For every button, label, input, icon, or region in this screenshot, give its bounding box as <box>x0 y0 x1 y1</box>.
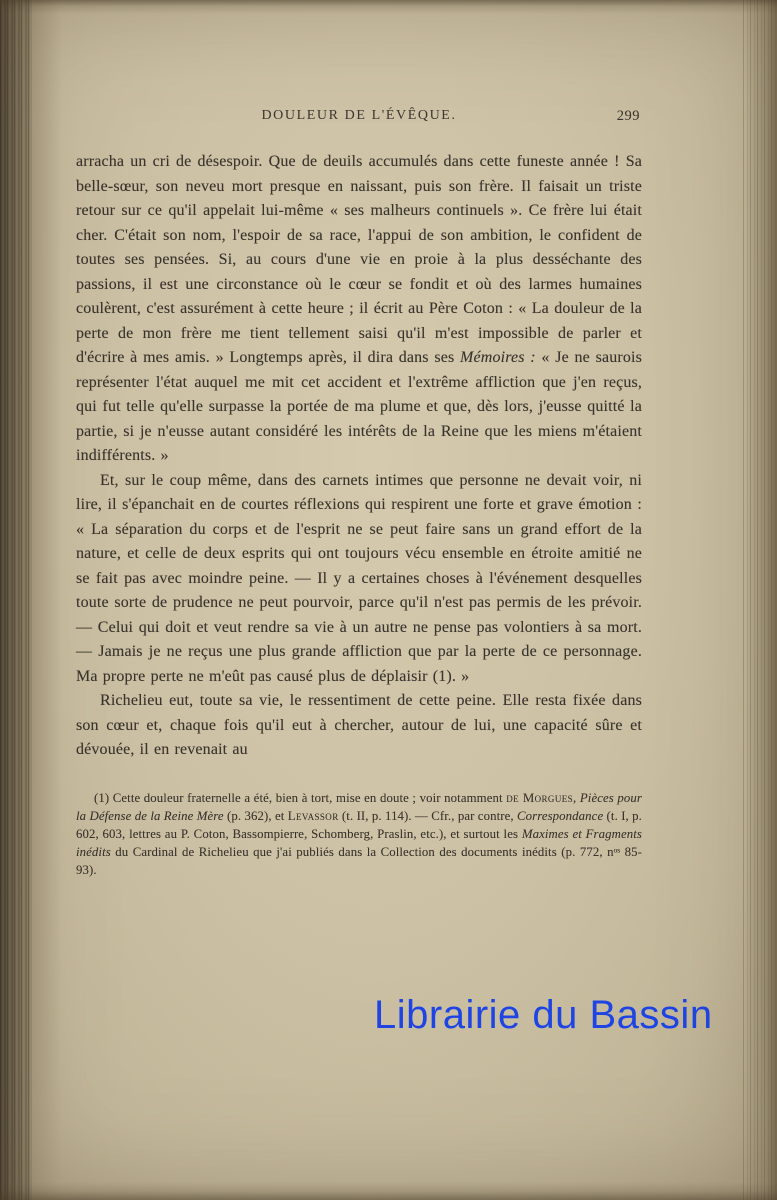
watermark-librairie-du-bassin: Librairie du Bassin <box>374 993 713 1037</box>
page-edge-bottom <box>0 1182 777 1200</box>
body-paragraph <box>76 150 642 469</box>
body-paragraph <box>76 689 642 763</box>
text-run: arracha un cri de désespoir. Que de deuils accumulés dans cette funeste année ! Sa belle-sœur, son neveu mort presque en naissant, puis son frère. Il faisait un triste retour sur ce qu'il appelait lui-même « ses malheurs continuels ». Ce frère lui était cher. C'était son nom, l'espoir de sa race, l'appui de son ambition, le confident de toutes ses pensées. Si, au cours d'une vie en proie à la plus desséchante des passions, il est une circonstance où le cœur se fondit et où des larmes humaines coulèrent, c'est assurément à cette heure ; il écrit au Père Coton : « La douleur de la perte de mon frère me tient tellement saisi qu'il m'est impossible de parler et d'écrire à mes amis. » Longtemps après, il dira dans ses <box>76 153 642 366</box>
page-number: 299 <box>616 108 640 124</box>
footnote <box>76 789 642 879</box>
italic-text-run: Maximes et Fragments inédits <box>76 826 642 859</box>
running-header <box>76 108 642 130</box>
page-edge-top <box>0 0 777 14</box>
body-paragraph <box>76 469 642 690</box>
text-run: Et, sur le coup même, dans des carnets intimes que personne ne devait voir, ni lire, il s'épanchait en de courtes réflexions qui respirent une forte et grave émotion : « La séparation du corps et de l'esprit ne se peut faire sans un grand effort de la nature, et celle de deux esprits qui ont toujours vécu ensemble en étroite amitié ne se fait pas avec moindre peine. — Il y a certaines choses à l'événement desquelles toute sorte de prudence ne peut pourvoir, parce qu'il n'est pas permis de les prévoir. — Celui qui doit et veut rendre sa vie à un autre ne pense pas volontiers à sa mort. — Jamais je ne reçus une plus grande affliction que par la perte de ce personnage. Ma propre perte ne m'eût pas causé plus de déplaisir (1). » <box>76 471 642 685</box>
text-run: « Je ne saurois représenter l'état auquel me mit cet accident et l'extrême affliction que j'en reçus, qui fut telle qu'elle surpasse la portée de ma plume et que, dès lors, j'eusse quitté la partie, si je n'eusse autant considéré les intérêts de la Reine que les miens m'étaient indifférents. » <box>76 349 642 464</box>
text-run: (t. I, p. 602, 603, lettres au P. Coton, Bassompierre, Schomberg, Praslin, etc.), et surtout les <box>76 808 642 841</box>
smallcaps-text-run: de Morgues <box>506 790 574 805</box>
text-run: Richelieu eut, toute sa vie, le ressentiment de cette peine. Elle resta fixée dans son cœur et, chaque fois qu'il eut à chercher, autour de lui, une capacité sûre et dévouée, il en revenait au <box>76 692 642 758</box>
italic-text-run: Mémoires : <box>460 349 542 366</box>
running-header-title: DOULEUR DE L'ÉVÊQUE. <box>261 108 457 123</box>
text-run: du Cardinal de Richelieu que j'ai publiés dans la Collection des documents inédits (p. 772, nᵒˢ 85-93). <box>76 844 642 877</box>
page-content <box>76 108 642 879</box>
smallcaps-text-run: Levassor <box>287 808 339 823</box>
italic-text-run: Correspondance <box>517 808 604 823</box>
page-edge-right <box>743 0 777 1200</box>
page-edge-left <box>0 0 72 1200</box>
footnote-text <box>76 789 642 879</box>
text-run: (1) Cette douleur fraternelle a été, bien à tort, mise en doute ; voir notamment <box>94 790 507 805</box>
body-text <box>76 150 642 763</box>
italic-text-run: Pièces pour la Défense de la Reine Mère <box>76 790 642 823</box>
text-run: (p. 362), et <box>223 808 288 823</box>
text-run: , <box>573 790 580 805</box>
text-run: (t. II, p. 114). — Cfr., par contre, <box>338 808 517 823</box>
